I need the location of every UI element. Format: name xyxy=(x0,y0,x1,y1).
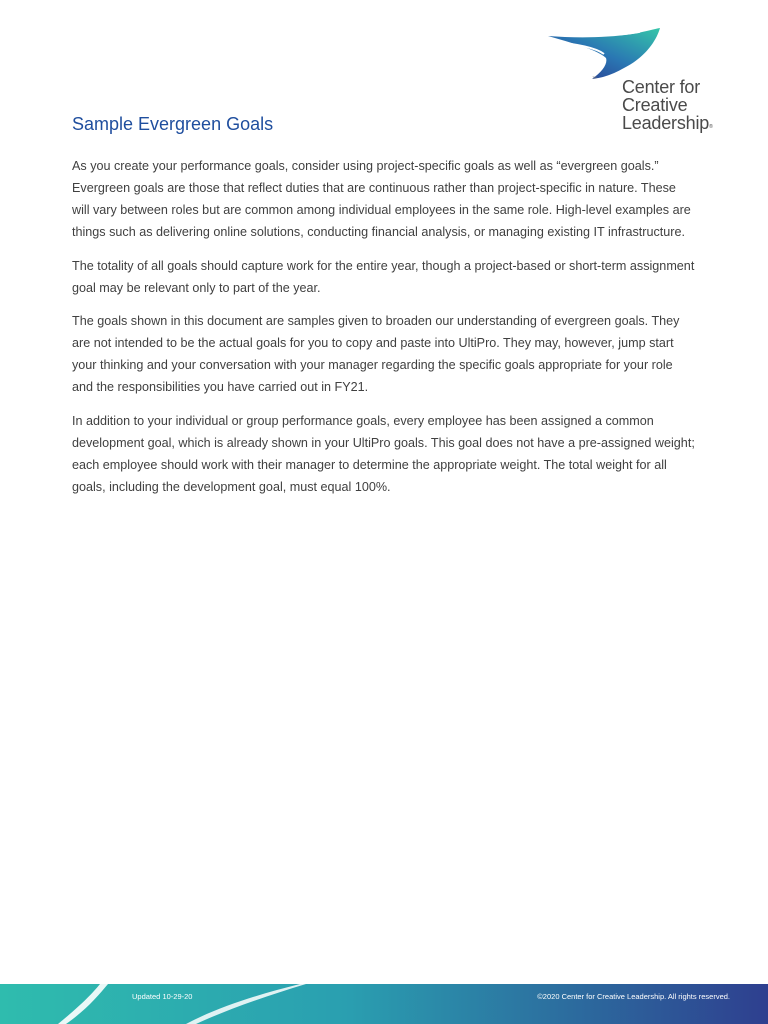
paragraph-2: The totality of all goals should capture work for the entire year, though a project-based or short-term assignment goal may be relevant only to part of the year. xyxy=(72,258,695,295)
footer-updated-date: Updated 10-29-20 xyxy=(132,992,193,1001)
page-footer xyxy=(0,984,768,1024)
logo-line-1: Center for xyxy=(622,77,701,97)
page-title: Sample Evergreen Goals xyxy=(72,114,274,134)
footer-copyright: ©2020 Center for Creative Leadership. All rights reserved. xyxy=(537,992,730,1001)
logo-line-3-text: Leadership xyxy=(622,113,710,133)
logo-line-3 xyxy=(622,114,713,132)
ccl-wing-icon xyxy=(544,24,664,84)
paragraph-3: The goals shown in this document are samples given to broaden our understanding of evergreen goals. They are not intended to be the actual goals for you to copy and paste into UltiPro. They may, however, jump start your thinking and your conversation with your manager regarding the specific goals appropriate for your role and the responsibilities you have carried out in FY21. xyxy=(72,314,680,395)
logo-registered: ® xyxy=(709,124,713,130)
document-body xyxy=(72,156,696,511)
paragraph-4: In addition to your individual or group performance goals, every employee has been assigned a common development goal, which is already shown in your UltiPro goals. This goal does not have a pre-assigned weight; each employee should work with their manager to determine the appropriate weight. The total weight for all goals, including the development goal, must equal 100%. xyxy=(72,414,695,494)
ccl-logo xyxy=(544,24,724,142)
footer-band xyxy=(0,984,768,1024)
logo-line-2: Creative xyxy=(622,95,688,115)
logo-tm: ™ xyxy=(592,76,597,82)
logo-wordmark xyxy=(622,78,713,132)
paragraph-1: As you create your performance goals, consider using project-specific goals as well as “evergreen goals.” Evergreen goals are those that reflect duties that are continuous rather than project-specific in nature. These will vary between roles but are common among individual employees in the same role. High-level examples are things such as delivering online solutions, conducting financial analysis, or managing existing IT infrastructure. xyxy=(72,159,691,239)
